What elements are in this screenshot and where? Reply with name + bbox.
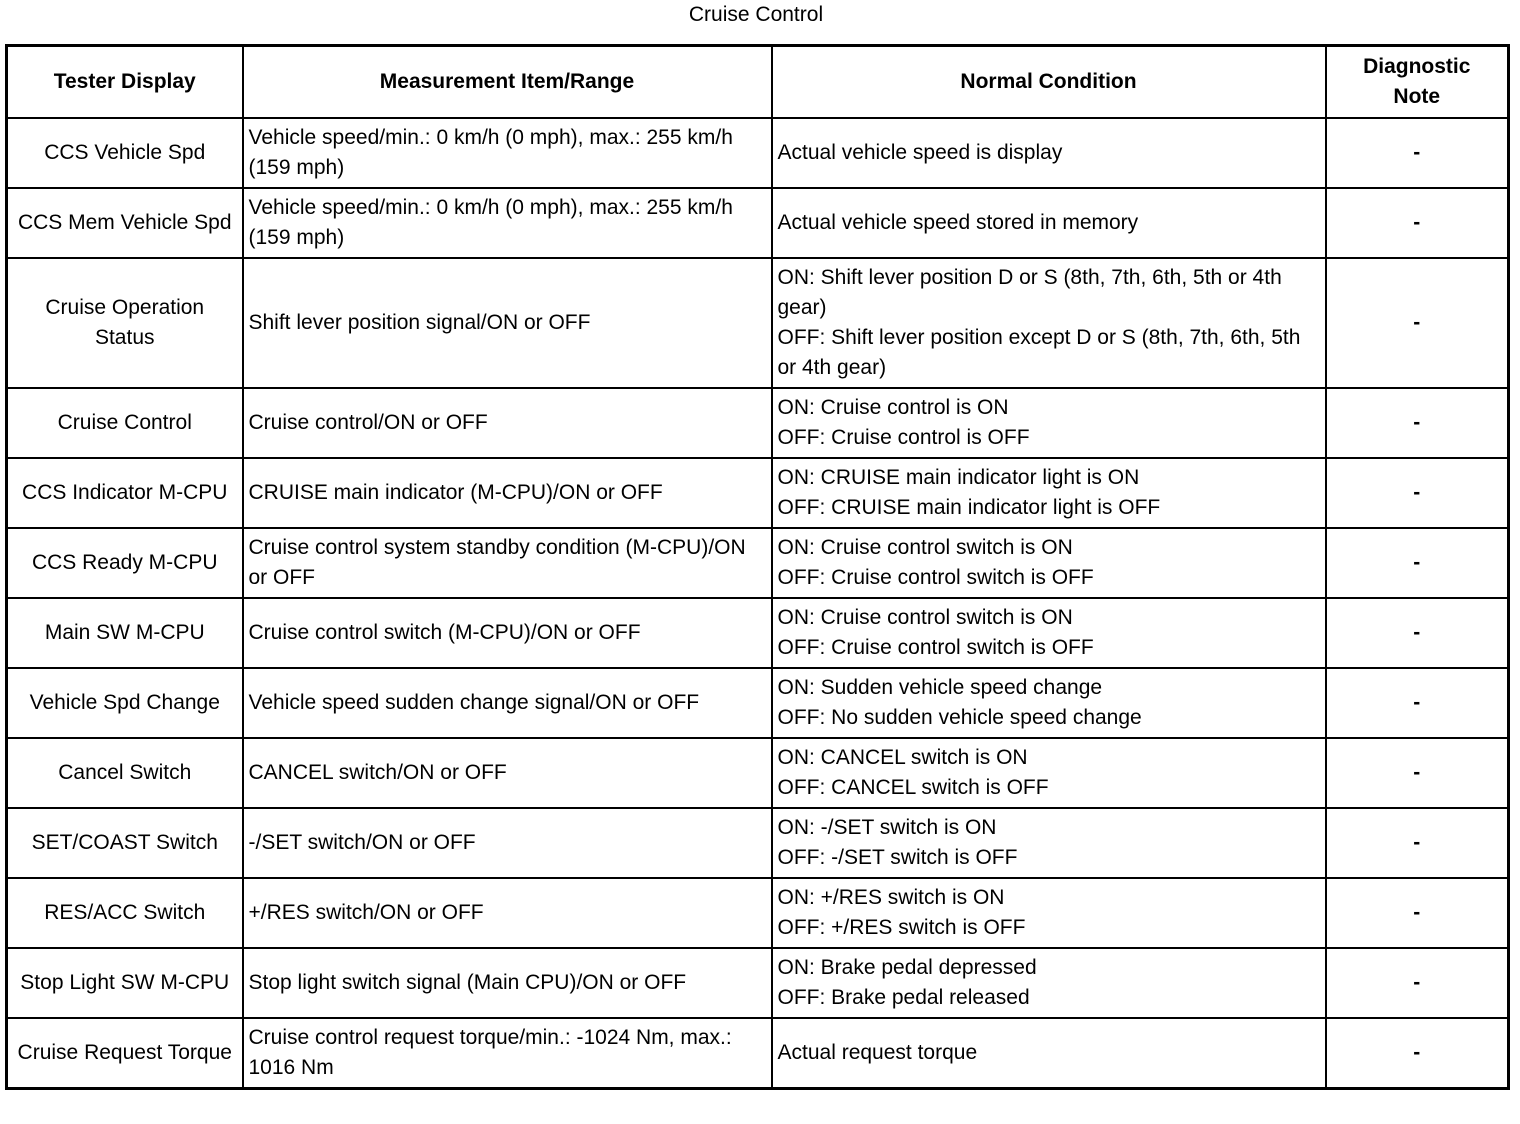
table-row [7, 738, 1509, 808]
tester-display-cell: Vehicle Spd Change [7, 668, 243, 738]
table-row [7, 598, 1509, 668]
measurement-cell: +/RES switch/ON or OFF [243, 878, 772, 948]
diagnostic-note-cell: - [1326, 808, 1509, 878]
diagnostic-note-cell: - [1326, 188, 1509, 258]
measurement-cell: -/SET switch/ON or OFF [243, 808, 772, 878]
tester-display-cell: Cruise Control [7, 388, 243, 458]
tester-display-cell: RES/ACC Switch [7, 878, 243, 948]
normal-condition-cell: Actual vehicle speed stored in memory [772, 188, 1326, 258]
normal-condition-cell: ON: Cruise control switch is ON OFF: Cruise control switch is OFF [772, 598, 1326, 668]
tester-display-cell: CCS Ready M-CPU [7, 528, 243, 598]
tester-display-cell: CCS Vehicle Spd [7, 118, 243, 188]
normal-condition-cell: Actual request torque [772, 1018, 1326, 1089]
table-row [7, 388, 1509, 458]
tester-display-cell: Main SW M-CPU [7, 598, 243, 668]
normal-condition-cell: ON: Cruise control switch is ON OFF: Cruise control switch is OFF [772, 528, 1326, 598]
measurement-cell: CRUISE main indicator (M-CPU)/ON or OFF [243, 458, 772, 528]
measurement-cell: Cruise control/ON or OFF [243, 388, 772, 458]
normal-condition-cell: ON: Cruise control is ON OFF: Cruise control is OFF [772, 388, 1326, 458]
tester-display-cell: SET/COAST Switch [7, 808, 243, 878]
header-diagnostic-note: Diagnostic Note [1326, 46, 1509, 119]
diagnostic-note-cell: - [1326, 258, 1509, 388]
diagnostic-note-cell: - [1326, 1018, 1509, 1089]
tester-display-cell: Stop Light SW M-CPU [7, 948, 243, 1018]
tester-display-cell: Cancel Switch [7, 738, 243, 808]
header-row [7, 46, 1509, 119]
normal-condition-cell: ON: +/RES switch is ON OFF: +/RES switch is OFF [772, 878, 1326, 948]
normal-condition-cell: ON: -/SET switch is ON OFF: -/SET switch is OFF [772, 808, 1326, 878]
measurement-cell: Stop light switch signal (Main CPU)/ON or OFF [243, 948, 772, 1018]
measurement-cell: CANCEL switch/ON or OFF [243, 738, 772, 808]
diagnostic-note-cell: - [1326, 528, 1509, 598]
measurement-cell: Vehicle speed/min.: 0 km/h (0 mph), max.: 255 km/h (159 mph) [243, 118, 772, 188]
normal-condition-cell: ON: CRUISE main indicator light is ON OFF: CRUISE main indicator light is OFF [772, 458, 1326, 528]
tester-display-cell: Cruise Request Torque [7, 1018, 243, 1089]
diagnostic-note-cell: - [1326, 668, 1509, 738]
measurement-cell: Cruise control request torque/min.: -1024 Nm, max.: 1016 Nm [243, 1018, 772, 1089]
header-normal-condition: Normal Condition [772, 46, 1326, 119]
measurement-cell: Cruise control switch (M-CPU)/ON or OFF [243, 598, 772, 668]
diagnostic-note-cell: - [1326, 458, 1509, 528]
measurement-cell: Shift lever position signal/ON or OFF [243, 258, 772, 388]
diagnostic-note-cell: - [1326, 948, 1509, 1018]
normal-condition-cell: ON: Sudden vehicle speed change OFF: No sudden vehicle speed change [772, 668, 1326, 738]
header-measurement: Measurement Item/Range [243, 46, 772, 119]
table-row [7, 948, 1509, 1018]
table-row [7, 458, 1509, 528]
measurement-cell: Cruise control system standby condition (M-CPU)/ON or OFF [243, 528, 772, 598]
table-row [7, 188, 1509, 258]
normal-condition-cell: ON: CANCEL switch is ON OFF: CANCEL switch is OFF [772, 738, 1326, 808]
tester-display-cell: CCS Mem Vehicle Spd [7, 188, 243, 258]
table-row [7, 668, 1509, 738]
tester-display-cell: CCS Indicator M-CPU [7, 458, 243, 528]
table-row [7, 258, 1509, 388]
diagnostic-note-cell: - [1326, 388, 1509, 458]
normal-condition-cell: ON: Brake pedal depressed OFF: Brake pedal released [772, 948, 1326, 1018]
diagnostic-note-cell: - [1326, 878, 1509, 948]
table-row [7, 878, 1509, 948]
table-row [7, 1018, 1509, 1089]
normal-condition-cell: ON: Shift lever position D or S (8th, 7th, 6th, 5th or 4th gear) OFF: Shift lever position except D or S (8th, 7th, 6th, 5th or 4th gear) [772, 258, 1326, 388]
table-caption: Cruise Control [688, 3, 824, 26]
tester-display-cell: Cruise Operation Status [7, 258, 243, 388]
diagnostic-note-cell: - [1326, 598, 1509, 668]
table-row [7, 528, 1509, 598]
header-tester-display: Tester Display [7, 46, 243, 119]
measurement-cell: Vehicle speed sudden change signal/ON or OFF [243, 668, 772, 738]
table-row [7, 808, 1509, 878]
data-list-table [5, 44, 1510, 1090]
diagnostic-note-cell: - [1326, 118, 1509, 188]
normal-condition-cell: Actual vehicle speed is display [772, 118, 1326, 188]
measurement-cell: Vehicle speed/min.: 0 km/h (0 mph), max.: 255 km/h (159 mph) [243, 188, 772, 258]
table-row [7, 118, 1509, 188]
diagnostic-note-cell: - [1326, 738, 1509, 808]
